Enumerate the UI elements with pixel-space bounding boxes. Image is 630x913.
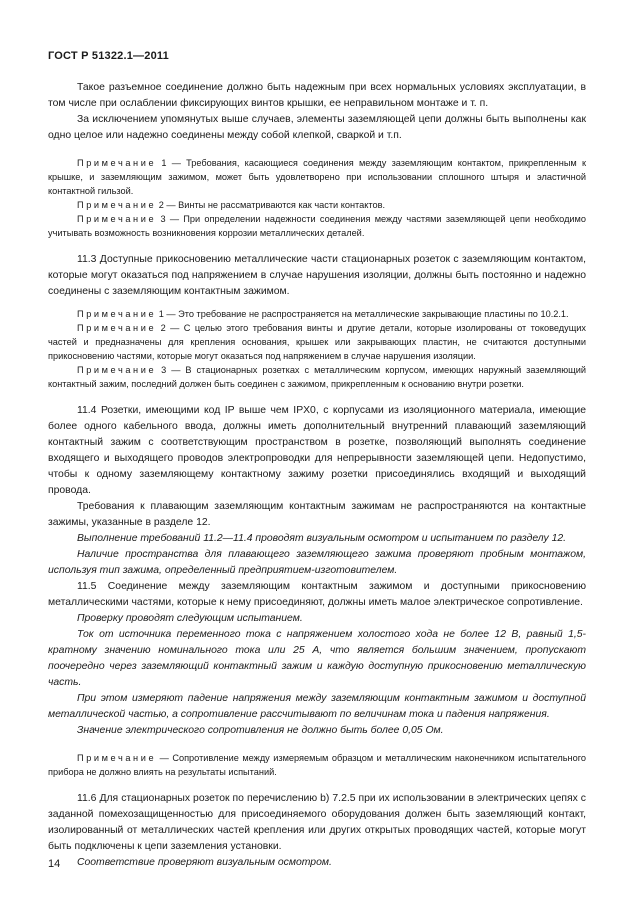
- note-text: 3 — В стационарных розетках с металлическим корпусом, имеющих наружный заземляющий контактный зажим, последний должен быть соединен с зажимом, прикрепленным к основанию внутри розетки.: [48, 365, 586, 389]
- note-text: 2 — Винты не рассматриваются как части контактов.: [156, 200, 386, 210]
- note-label: Примечание: [77, 200, 157, 210]
- paragraph: За исключением упомянутых выше случаев, элементы заземляющей цепи должны быть выполнены как одно целое или надежно соединены между собой клепкой, сваркой и т.п.: [48, 114, 586, 141]
- paragraph: 11.3 Доступные прикосновению металлические части стационарных розеток с заземляющим контактом, которые могут оказаться под напряжением в случае нарушения изоляции, должны быть постоянно и надежно соединены с заземляющим контактным зажимом.: [48, 254, 586, 297]
- note-label: Примечание: [77, 158, 157, 168]
- note-paragraph: [48, 321, 586, 363]
- paragraph: 11.6 Для стационарных розеток по перечислению b) 7.2.5 при их использовании в электрических цепях с заданной помехозащищенностью для присоединяемого оборудования должен быть заземляющий контакт, изолированный от металлических частей крепления или других открытых проводящих частей, которые могут быть подключены к цепи заземления установки.: [48, 793, 586, 852]
- paragraph: Требования к плавающим заземляющим контактным зажимам не распространяются на контактные зажимы, указанные в разделе 12.: [48, 501, 586, 528]
- document-header: ГОСТ Р 51322.1—2011: [48, 50, 169, 62]
- paragraph: При этом измеряют падение напряжения между заземляющим контактным зажимом и доступной металлической частью, а сопротивление рассчитывают по величинам тока и падения напряжения.: [48, 693, 586, 720]
- paragraph: Выполнение требований 11.2—11.4 проводят визуальным осмотром и испытанием по разделу 12.: [77, 533, 567, 544]
- paragraph: Значение электрического сопротивления не должно быть более 0,05 Ом.: [77, 725, 444, 736]
- paragraph: Соответствие проверяют визуальным осмотром.: [77, 857, 332, 868]
- page-number: 14: [48, 858, 61, 870]
- paragraph: Проверку проводят следующим испытанием.: [77, 613, 303, 624]
- note-text: 1 — Это требование не распространяется на металлические закрывающие пластины по 10.2.1.: [156, 309, 569, 319]
- note-text: — Сопротивление между измеряемым образцом и металлическим наконечником испытательного прибора не должно влиять на результаты испытаний.: [48, 753, 586, 777]
- note-paragraph: [48, 751, 586, 779]
- note-label: Примечание: [77, 309, 157, 319]
- note-label: Примечание: [77, 323, 157, 333]
- note-text: 2 — С целью этого требования винты и другие детали, которые изолированы от токоведущих частей и предназначены для крепления основания, крышек или закрывающих пластин, не считаются доступными прикосновению частями, которые могут оказаться под напряжением в случае нарушения изоляции.: [48, 323, 586, 361]
- note-text: 1 — Требования, касающиеся соединения между заземляющим контактом, прикрепленным к крышке, и заземляющим зажимом, может быть удовлетворено при использовании сплошного штыря и эластичной контактной гильзой.: [48, 158, 586, 196]
- note-paragraph: [48, 212, 586, 240]
- note-label: Примечание: [77, 214, 157, 224]
- document-body: [48, 80, 586, 871]
- note-text: 3 — При определении надежности соединения между частями заземляющей цепи необходимо учитывать возможность возникновения коррозии металлических деталей.: [48, 214, 586, 238]
- paragraph: 11.4 Розетки, имеющими код IP выше чем IPX0, с корпусами из изоляционного материала, имеющие более одного кабельного ввода, должны иметь дополнительный внутренний плавающий заземляющий контактный зажим с соответствующим пространством в розетке, позволяющий выполнять соединение входящего и выходящего проводов электропроводки для непрерывности заземляющей цепи. Недопустимо, чтобы к одному заземляющему контактному зажиму розетки присоединялись входящий и выходящий провода.: [48, 405, 586, 496]
- note-label: Примечание: [77, 753, 157, 763]
- paragraph: Наличие пространства для плавающего заземляющего зажима проверяют пробным монтажом, используя тип зажима, определенный предприятием-изготовителем.: [48, 549, 586, 576]
- note-paragraph: [48, 307, 586, 321]
- paragraph: Такое разъемное соединение должно быть надежным при всех нормальных условиях эксплуатации, в том числе при ослаблении фиксирующих винтов крышки, ее неправильном монтаже и т. п.: [48, 82, 586, 109]
- paragraph: 11.5 Соединение между заземляющим контактным зажимом и доступными прикосновению металлическими частями, которые к нему присоединяют, должны иметь малое электрическое сопротивление.: [48, 581, 586, 608]
- paragraph: Ток от источника переменного тока с напряжением холостого хода не более 12 В, равный 1,5-кратному значению номинального тока или 25 А, что является большим значением, пропускают поочередно через заземляющий контактный зажим и каждую доступную прикосновению металлическую часть.: [48, 629, 586, 688]
- note-paragraph: [48, 363, 586, 391]
- note-paragraph: [48, 198, 586, 212]
- note-label: Примечание: [77, 365, 157, 375]
- note-paragraph: [48, 156, 586, 198]
